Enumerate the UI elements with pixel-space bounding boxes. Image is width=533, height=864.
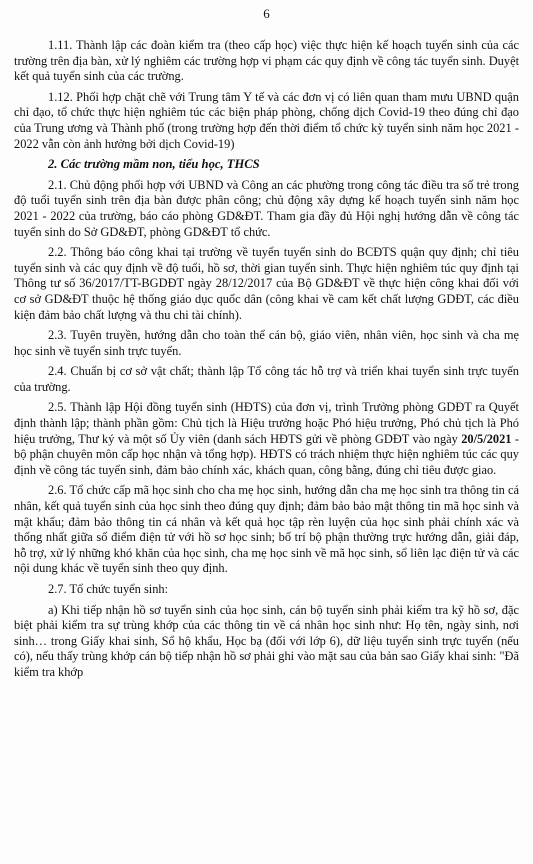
paragraph-2-3: 2.3. Tuyên truyền, hướng dẫn cho toàn thể cán bộ, giáo viên, nhân viên, học sinh và cha mẹ học sinh về tuyển sinh trực tuyến. xyxy=(14,328,519,358)
paragraph-2-7-a: a) Khi tiếp nhận hồ sơ tuyển sinh của học sinh, cán bộ tuyển sinh phải kiểm tra kỹ hồ sơ, đặc biệt phải kiểm tra sự trùng khớp của các thông tin về cá nhân học sinh như: Họ tên, ngày sinh, nơi sinh… trong Giấy khai sinh, Sổ hộ khẩu, Học bạ (đối với lớp 6), dữ liệu tuyển sinh trực tuyến (nếu có), nếu thấy trùng khớp cán bộ tiếp nhận hồ sơ phải ghi vào mặt sau của bản sao Giấy khai sinh: "Đã kiểm tra khớp xyxy=(14,602,519,679)
paragraph-2-6: 2.6. Tổ chức cấp mã học sinh cho cha mẹ học sinh, hướng dẫn cha mẹ học sinh tra thông tin cá nhân, kết quả tuyển sinh của học sinh theo đúng quy định; đảm bảo bảo mật thông tin mã học sinh và mật khẩu; đảm bảo thông tin cá nhân và kết quả học tập rèn luyện của học sinh phải chính xác và thống nhất giữa số điểm điện tử với hồ sơ học sinh; bố trí bộ phận thường trực hướng dẫn, giải đáp, hỗ trợ, xử lý những khó khăn của học sinh, cha mẹ học sinh về mã học sinh, sổ liên lạc điện tử và các nội dung khác về tuyển sinh theo quy định. xyxy=(14,483,519,576)
section-heading-2: 2. Các trường mầm non, tiểu học, THCS xyxy=(48,157,260,172)
paragraph-2-5-part-1: 2.5. Thành lập Hội đồng tuyển sinh (HĐTS) của đơn vị, trình Trưởng phòng GDĐT ra Quyết định thành lập; thành phần gồm: Chủ tịch là Hiệu trưởng hoặc Phó hiệu trưởng, Phó chủ tịch là Phó hiệu trưởng, Thư ký và một số Ủy viên (danh sách HĐTS gửi về phòng GDĐT vào ngày xyxy=(14,400,519,446)
paragraph-2-2: 2.2. Thông báo công khai tại trường về tuyển tuyển sinh do BCĐTS quận quy định; chỉ tiêu tuyển sinh và các quy định về độ tuổi, hồ sơ, thời gian tuyển sinh. Thực hiện nghiêm túc quy định tại Thông tư số 36/2017/TT-BGDĐT ngày 28/12/2017 của Bộ GD&ĐT về thực hiện công khai đối với cơ sở GD&ĐT thuộc hệ thống giáo dục quốc dân (công khai về cam kết chất lượng GDĐT, các điều kiện đảm bảo chất lượng và thu chi tài chính). xyxy=(14,245,519,322)
page-number: 6 xyxy=(263,6,270,21)
paragraph-2-5-part-2: - bộ phận chuyên môn cấp học nhận và tổng hợp). HĐTS có trách nhiệm thực hiện nghiêm túc các quy định về công tác tuyển sinh, đảm bảo chính xác, khách quan, công bằng, đúng chỉ tiêu được giao. xyxy=(14,431,519,477)
paragraph-2-7: 2.7. Tổ chức tuyển sinh: xyxy=(48,582,169,596)
paragraph-2-4: 2.4. Chuẩn bị cơ sở vật chất; thành lập Tổ công tác hỗ trợ và triển khai tuyển sinh trực tuyến của trường. xyxy=(14,364,519,394)
paragraph-1-12: 1.12. Phối hợp chặt chẽ với Trung tâm Y tế và các đơn vị có liên quan tham mưu UBND quận chỉ đạo, tổ chức thực hiện nghiêm túc các biện pháp phòng, chống dịch Covid-19 theo đúng chỉ đạo của Trung ương và Thành phố (trong trường hợp đến thời điểm tổ chức kỳ tuyển sinh năm học 2021 - 2022 vẫn còn ảnh hưởng bởi dịch Covid-19) xyxy=(14,89,519,151)
document-body xyxy=(14,38,519,686)
paragraph-2-5 xyxy=(14,400,519,478)
paragraph-1-11: 1.11. Thành lập các đoàn kiểm tra (theo cấp học) việc thực hiện kế hoạch tuyển sinh của các trường trên địa bàn, xử lý nghiêm các trường hợp vi phạm các quy định về công tác tuyển sinh. Duyệt kết quả tuyển sinh của các trường. xyxy=(14,38,520,84)
deadline-date: 20/5/2021 xyxy=(461,431,512,446)
paragraph-2-1: 2.1. Chủ động phối hợp với UBND và Công an các phường trong công tác điều tra số trẻ trong độ tuổi tuyển sinh trên địa bàn được phân công; chủ động xây dựng kế hoạch tuyển sinh năm học 2021 - 2022 của trường, báo cáo phòng GD&ĐT. Tham gia đầy đủ Hội nghị hướng dẫn về công tác tuyển sinh do Sở GD&ĐT, phòng GD&ĐT tổ chức. xyxy=(14,177,519,239)
